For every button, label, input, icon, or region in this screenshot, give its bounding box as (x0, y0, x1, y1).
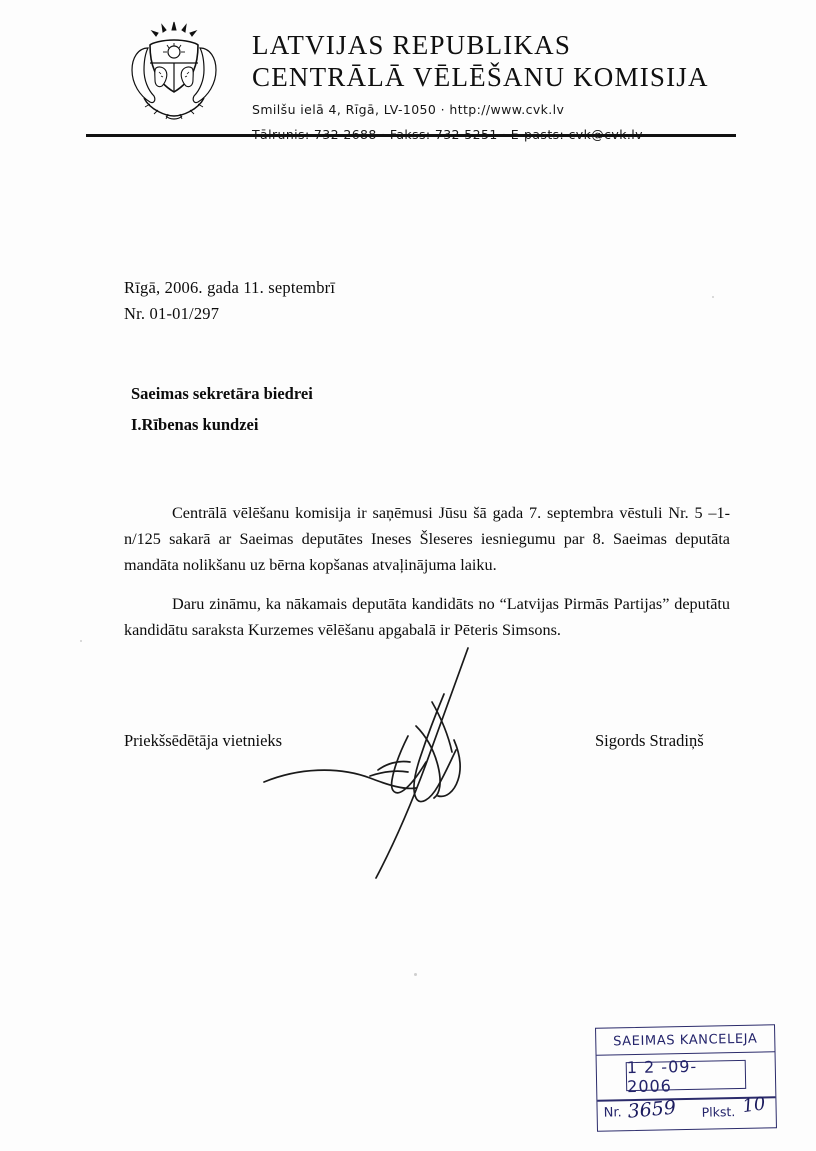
stamp-divider-top (597, 1051, 775, 1056)
org-contact-line1: Smilšu ielā 4, Rīgā, LV-1050 · http://www.cvk.lv (252, 101, 565, 117)
stamp-nr-label: Nr. (603, 1105, 622, 1121)
stamp-nr-value: 3659 (626, 1096, 677, 1123)
document-date: Rīgā, 2006. gada 11. septembrī (124, 278, 336, 297)
signer-name: Sigords Stradiņš (595, 731, 704, 750)
org-name-line1: LATVIJAS REPUBLIKAS (252, 30, 572, 60)
scan-speck (414, 973, 417, 976)
body-paragraph-2: Daru zināmu, ka nākamais deputāta kandidāts no “Latvijas Pirmās Partijas” deputātu kandidātu saraksta Kurzemes vēlēšanu apgabalā ir Pēteris Simsons. (124, 594, 730, 639)
reception-stamp (595, 1024, 777, 1131)
org-name-line2: CENTRĀLĀ VĒLĒŠANU KOMISIJA (252, 61, 709, 92)
stamp-date: 1 2 -09- 2006 (626, 1060, 747, 1091)
handwritten-signature-icon (258, 640, 578, 900)
stamp-footer (597, 1093, 775, 1125)
letterhead (110, 18, 750, 144)
addressee-block (131, 378, 313, 441)
header-divider (86, 134, 736, 137)
signer-title: Priekšsēdētāja vietnieks (124, 731, 283, 750)
stamp-title: SAEIMAS KANCELEJA (612, 1031, 758, 1050)
body-paragraph-1: Centrālā vēlēšanu komisija ir saņēmusi Jūsu šā gada 7. septembra vēstuli Nr. 5 –1-n/125 sakarā ar Saeimas deputātes Ineses Šleseres iesniegumu par 8. Saeimas deputāta mandāta nolikšanu uz bērna kopšanas atvaļinājuma laiku. (124, 504, 730, 575)
scan-speck (80, 640, 82, 642)
scan-speck (712, 296, 714, 298)
stamp-time-value: 10 (741, 1093, 767, 1117)
addressee-line1: Saeimas sekretāra biedrei (131, 384, 313, 403)
addressee-line2: I.Rībenas kundzei (131, 415, 259, 435)
organization-block (252, 18, 709, 144)
stamp-time-label: Plkst. (701, 1103, 736, 1120)
latvia-coat-of-arms-icon (110, 18, 238, 122)
letter-body (124, 500, 730, 645)
document-number: Nr. 01-01/297 (124, 304, 220, 323)
